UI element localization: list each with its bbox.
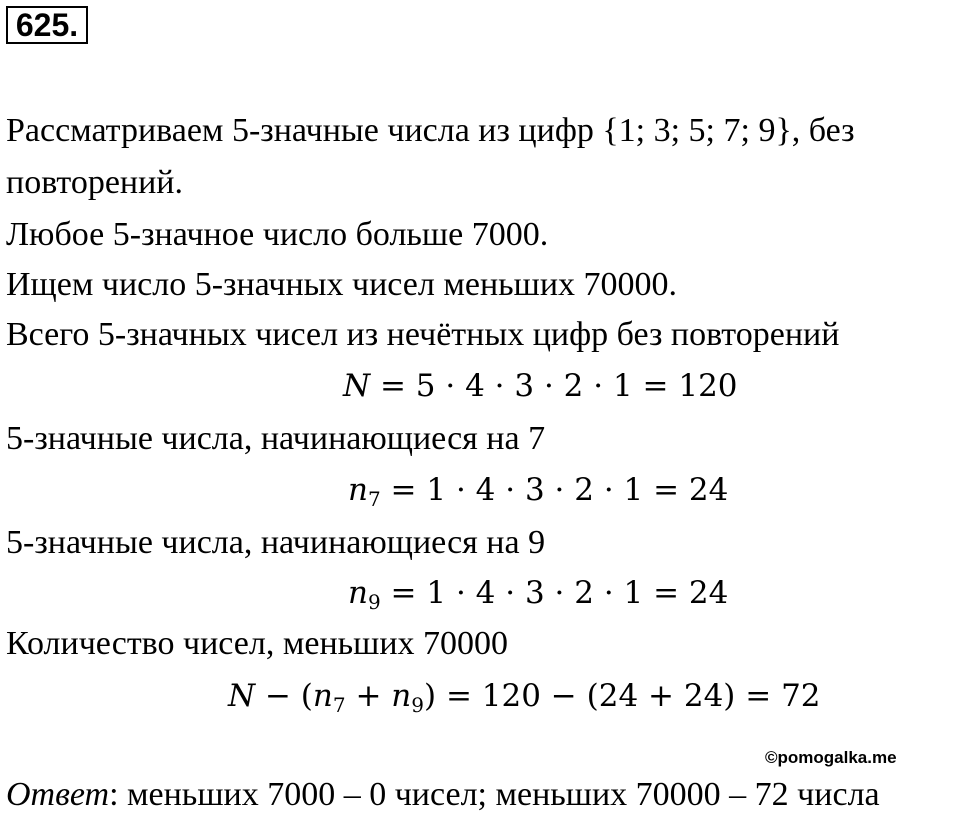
formula-final-part1: − ( <box>255 678 313 714</box>
text-line-4: Ищем число 5-значных чисел меньших 70000. <box>6 266 678 303</box>
formula-n9-var: n <box>348 575 368 611</box>
text-line-5: Всего 5-значных чисел из нечётных цифр без повторений <box>6 316 840 353</box>
formula-total-expr: = 5 · 4 · 3 · 2 · 1 = 120 <box>370 368 738 404</box>
answer-label: Ответ <box>6 776 110 813</box>
problem-number: 625. <box>6 6 88 44</box>
text-line-3: Любое 5-значное число больше 7000. <box>6 216 549 253</box>
formula-final-var-b: n <box>391 678 412 714</box>
formula-total-var: N <box>343 368 371 404</box>
formula-final-sub-a: 7 <box>332 693 346 717</box>
formula-final-part2: + <box>345 678 392 714</box>
formula-total <box>343 366 738 406</box>
formula-n9 <box>348 573 728 613</box>
formula-n7-var: n <box>348 472 368 508</box>
text-line-1: Рассматриваем 5-значные числа из цифр {1; 3; 5; 7; 9}, без <box>6 112 855 149</box>
watermark: ©pomogalka.me <box>765 748 897 767</box>
answer-line <box>6 775 880 815</box>
formula-final-sub-b: 9 <box>411 693 424 717</box>
text-line-6: 5-значные числа, начинающиеся на 7 <box>6 420 546 457</box>
formula-n7-sub: 7 <box>367 487 381 511</box>
answer-text: : меньших 7000 – 0 чисел; меньших 70000 – 72 числа <box>109 776 880 813</box>
formula-final-var-a: n <box>312 678 333 714</box>
text-line-7: 5-значные числа, начинающиеся на 9 <box>6 524 546 561</box>
formula-n7-expr: = 1 · 4 · 3 · 2 · 1 = 24 <box>380 472 729 508</box>
formula-final-part3: ) = 120 − (24 + 24) = 72 <box>424 678 821 714</box>
formula-n9-expr: = 1 · 4 · 3 · 2 · 1 = 24 <box>380 575 729 611</box>
formula-n9-sub: 9 <box>367 590 381 614</box>
text-line-2: повторений. <box>6 164 183 201</box>
formula-final <box>228 676 821 716</box>
text-line-8: Количество чисел, меньших 70000 <box>6 625 509 662</box>
formula-final-var-n: N <box>228 678 256 714</box>
formula-n7 <box>348 470 728 510</box>
